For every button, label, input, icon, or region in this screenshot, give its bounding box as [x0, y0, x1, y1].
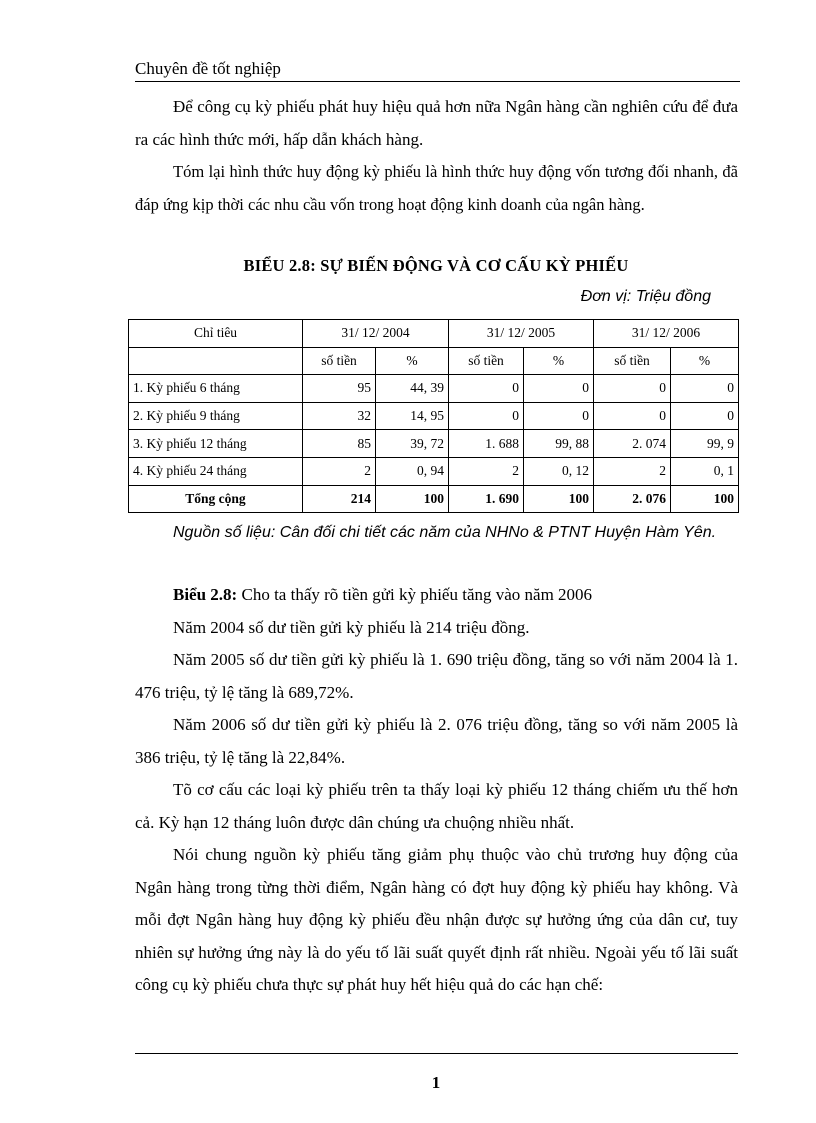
empty-cell: [129, 347, 303, 375]
table-subheader-row: [129, 347, 739, 375]
cell-value: 0: [524, 402, 594, 430]
percent-subheader: %: [524, 347, 594, 375]
analysis-lead: [135, 579, 738, 612]
cell-value: 14, 95: [376, 402, 449, 430]
cell-value: 0: [524, 375, 594, 403]
percent-subheader: %: [376, 347, 449, 375]
row-label: 4. Kỳ phiếu 24 tháng: [129, 457, 303, 485]
percent-subheader: %: [671, 347, 739, 375]
analysis-lead-bold: Biểu 2.8:: [173, 585, 238, 604]
table-row: [129, 375, 739, 403]
cell-value: 99, 88: [524, 430, 594, 458]
table-row: [129, 430, 739, 458]
analysis-2006: Năm 2006 số dư tiền gửi kỳ phiếu là 2. 076 triệu đồng, tăng so với năm 2005 là 386 triệu, tỷ lệ tăng là 22,84%.: [135, 715, 738, 767]
page-header: [135, 57, 740, 82]
cell-value: 95: [303, 375, 376, 403]
total-value: 1. 690: [449, 485, 524, 513]
cell-value: 0: [449, 375, 524, 403]
row-label: 3. Kỳ phiếu 12 tháng: [129, 430, 303, 458]
analysis-2005: Năm 2005 số dư tiền gửi kỳ phiếu là 1. 690 triệu đồng, tăng so với năm 2004 là 1. 476 triệu, tỷ lệ tăng là 689,72%.: [135, 650, 738, 702]
cell-value: 44, 39: [376, 375, 449, 403]
cell-value: 0, 12: [524, 457, 594, 485]
table-row: [129, 402, 739, 430]
analysis-general: Nói chung nguồn kỳ phiếu tăng giảm phụ thuộc vào chủ trương huy động của Ngân hàng trong từng thời điểm, Ngân hàng có đợt huy động kỳ phiếu hay không. Và mỗi đợt Ngân hàng huy động kỳ phiếu đều nhận được sự hưởng ứng của dân cư, tuy nhiên sự hưởng ứng này là do yếu tố lãi suất quyết định rất nhiều. Ngoài yếu tố lãi suất công cụ kỳ phiếu chưa thực sự phát huy hết hiệu quả do các hạn chế:: [135, 845, 738, 994]
page-number: 1: [431, 1073, 441, 1092]
total-value: 214: [303, 485, 376, 513]
total-label: Tổng cộng: [129, 485, 303, 513]
cell-value: 0: [449, 402, 524, 430]
row-label: 2. Kỳ phiếu 9 tháng: [129, 402, 303, 430]
table-unit: Đơn vị: Triệu đồng: [580, 288, 711, 305]
cell-value: 0: [594, 402, 671, 430]
total-value: 100: [376, 485, 449, 513]
analysis-structure: Tõ cơ cấu các loại kỳ phiếu trên ta thấy loại kỳ phiếu 12 tháng chiếm ưu thế hơn cả. Kỳ hạn 12 tháng luôn được dân chúng ưa chuộng nhiều nhất.: [135, 780, 738, 832]
total-value: 100: [671, 485, 739, 513]
year-2005-header: 31/ 12/ 2005: [449, 320, 594, 348]
cell-value: 0, 1: [671, 457, 739, 485]
cell-value: 0: [671, 375, 739, 403]
analysis-lead-text: Cho ta thấy rõ tiền gửi kỳ phiếu tăng vào năm 2006: [237, 585, 593, 604]
cell-value: 2: [449, 457, 524, 485]
table-title: BIỂU 2.8: SỰ BIẾN ĐỘNG VÀ CƠ CẤU KỲ PHIẾU: [243, 256, 629, 275]
amount-subheader: số tiền: [594, 347, 671, 375]
cell-value: 85: [303, 430, 376, 458]
table-source: Nguồn số liệu: Cân đối chi tiết các năm của NHNo & PTNT Huyện Hàm Yên.: [173, 524, 717, 541]
header-label-cell: Chỉ tiêu: [129, 320, 303, 348]
kyphieu-table: [128, 319, 739, 513]
row-label: 1. Kỳ phiếu 6 tháng: [129, 375, 303, 403]
footer-divider: [135, 1053, 738, 1054]
cell-value: 0: [671, 402, 739, 430]
cell-value: 2: [303, 457, 376, 485]
table-row: [129, 457, 739, 485]
cell-value: 2. 074: [594, 430, 671, 458]
intro-paragraph-1: Để công cụ kỳ phiếu phát huy hiệu quả hơn nữa Ngân hàng cần nghiên cứu để đưa ra các hình thức mới, hấp dẫn khách hàng.: [135, 97, 738, 149]
cell-value: 39, 72: [376, 430, 449, 458]
cell-value: 0: [594, 375, 671, 403]
intro-paragraph-2: Tóm lại hình thức huy động kỳ phiếu là hình thức huy động vốn tương đối nhanh, đã đáp ứng kịp thời các nhu cầu vốn trong hoạt động kinh doanh của ngân hàng.: [135, 162, 738, 214]
cell-value: 0, 94: [376, 457, 449, 485]
total-value: 100: [524, 485, 594, 513]
analysis-2004: Năm 2004 số dư tiền gửi kỳ phiếu là 214 triệu đồng.: [173, 618, 530, 637]
table-header-row: [129, 320, 739, 348]
table-total-row: [129, 485, 739, 513]
amount-subheader: số tiền: [449, 347, 524, 375]
cell-value: 2: [594, 457, 671, 485]
header-title: Chuyên đề tốt nghiệp: [135, 59, 281, 78]
total-value: 2. 076: [594, 485, 671, 513]
cell-value: 32: [303, 402, 376, 430]
cell-value: 1. 688: [449, 430, 524, 458]
cell-value: 99, 9: [671, 430, 739, 458]
amount-subheader: số tiền: [303, 347, 376, 375]
year-2004-header: 31/ 12/ 2004: [303, 320, 449, 348]
year-2006-header: 31/ 12/ 2006: [594, 320, 739, 348]
